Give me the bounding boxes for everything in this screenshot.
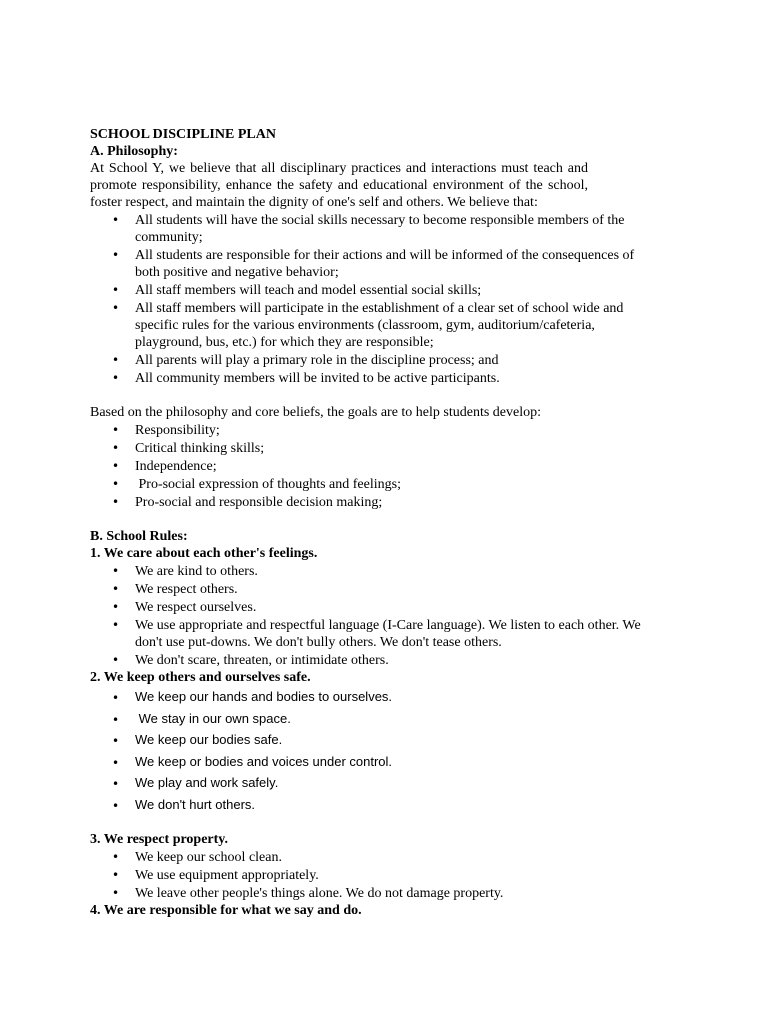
philosophy-heading: A. Philosophy: (90, 144, 178, 159)
list-item: • We keep our bodies safe. (90, 729, 650, 751)
rule-3-heading: 3. We respect property. (90, 832, 229, 847)
beliefs-list (90, 212, 650, 387)
list-item: • Responsibility; (90, 422, 650, 439)
list-item: • We stay in our own space. (90, 708, 650, 730)
list-item: • Independence; (90, 458, 650, 475)
goals-list (90, 422, 650, 511)
list-item: • Pro-social expression of thoughts and feelings; (90, 476, 650, 493)
spacer (90, 511, 650, 528)
list-item: • We don't scare, threaten, or intimidate others. (90, 652, 650, 669)
rules-heading: B. School Rules: (90, 529, 188, 544)
list-item: • We use appropriate and respectful language (I-Care language). We listen to each other. We don't use put-downs. We don't bully others. We don't tease others. (90, 617, 650, 651)
list-item: • Critical thinking skills; (90, 440, 650, 457)
list-item: • We respect ourselves. (90, 599, 650, 616)
list-item: • We respect others. (90, 581, 650, 598)
list-item: • We don't hurt others. (90, 794, 650, 816)
list-item: • We play and work safely. (90, 772, 650, 794)
rule-4-heading: 4. We are responsible for what we say and do. (90, 903, 362, 918)
rule-2-heading: 2. We keep others and ourselves safe. (90, 670, 311, 685)
rule-1-heading: 1. We care about each other's feelings. (90, 546, 318, 561)
spacer (90, 387, 650, 404)
document-title: SCHOOL DISCIPLINE PLAN (90, 127, 276, 142)
list-item: • All students will have the social skills necessary to become responsible members of the community; (90, 212, 650, 246)
philosophy-intro: At School Y, we believe that all disciplinary practices and interactions must teach and promote responsibility, enhance the safety and educational environment of the school, foster respect, and maintain the dignity of one's self and others. We believe that: (90, 161, 588, 210)
list-item: • All parents will play a primary role in the discipline process; and (90, 352, 650, 369)
list-item: • All students are responsible for their actions and will be informed of the consequences of both positive and negative behavior; (90, 247, 650, 281)
document-body (90, 126, 650, 919)
goals-intro: Based on the philosophy and core beliefs, the goals are to help students develop: (90, 405, 542, 420)
list-item: • All community members will be invited to be active participants. (90, 370, 650, 387)
list-item: • We keep or bodies and voices under control. (90, 751, 650, 773)
rule-2-list (90, 686, 650, 815)
rule-3-list (90, 849, 650, 902)
list-item: • We keep our hands and bodies to ourselves. (90, 686, 650, 708)
list-item: • We are kind to others. (90, 563, 650, 580)
rule-1-list (90, 563, 650, 669)
list-item: • All staff members will teach and model essential social skills; (90, 282, 650, 299)
list-item: • All staff members will participate in the establishment of a clear set of school wide and specific rules for the various environments (classroom, gym, auditorium/cafeteria, playground, bus, etc.) for which they are responsible; (90, 300, 650, 351)
list-item: • We keep our school clean. (90, 849, 650, 866)
list-item: • We leave other people's things alone. We do not damage property. (90, 885, 650, 902)
list-item: • We use equipment appropriately. (90, 867, 650, 884)
list-item: • Pro-social and responsible decision making; (90, 494, 650, 511)
